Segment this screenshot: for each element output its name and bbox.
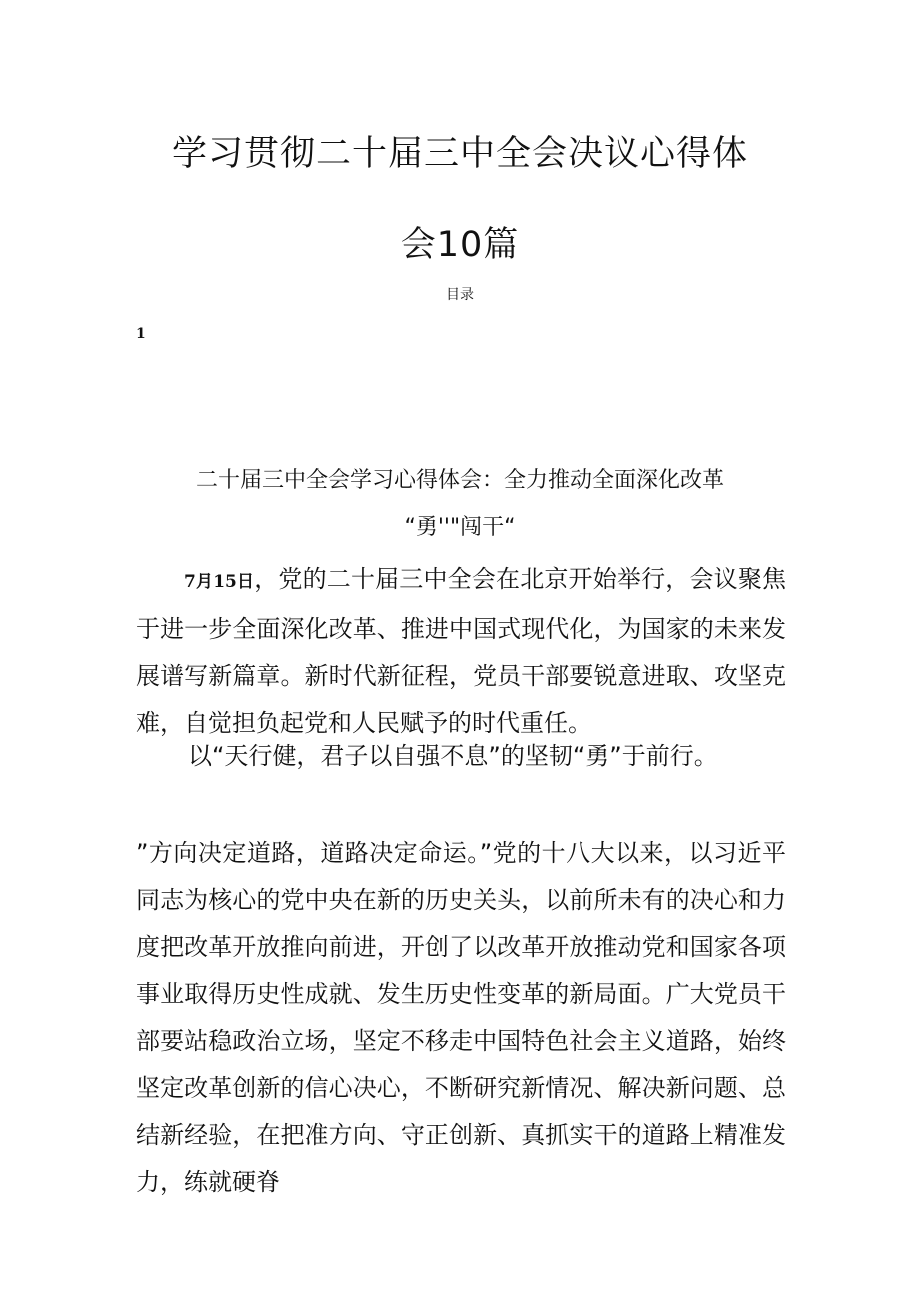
paragraph-1-date: 7月15日: [184, 572, 255, 592]
paragraph-1: [136, 556, 786, 747]
document-title-line-2: 会10篇: [400, 225, 520, 265]
article-title-line-2: “勇''"闯干“: [404, 515, 516, 540]
paragraph-3: ”方向决定道路，道路决定命运。”党的十八大以来，以习近平同志为核心的党中央在新的历史关头，以前所未有的决心和力度把改革开放推向前进，开创了以改革开放推动党和国家各项事业取得历史性成就、发生历史性变革的新局面。广大党员干部要站稳政治立场，坚定不移走中国特色社会主义道路，始终坚定改革创新的信心决心，不断研究新情况、解决新问题、总结新经验，在把准方向、守正创新、真抓实干的道路上精准发力，练就硬脊: [136, 839, 786, 1196]
article-title-line-1: 二十届三中全会学习心得体会：全力推动全面深化改革: [195, 468, 724, 493]
document-title-line-1: 学习贯彻二十届三中全会决议心得体: [171, 134, 748, 174]
toc-label: 目录: [446, 287, 474, 303]
paragraph-1-text: ，党的二十届三中全会在北京开始举行，会议聚焦于进一步全面深化改革、推进中国式现代化，为国家的未来发展谱写新篇章。新时代新征程，党员干部要锐意进取、攻坚克难，自觉担负起党和人民赋予的时代重任。: [136, 565, 786, 737]
paragraph-2: 以“天行健，君子以自强不息”的坚韧“勇”于前行。: [188, 742, 718, 770]
toc-entry-number: 1: [136, 326, 146, 342]
